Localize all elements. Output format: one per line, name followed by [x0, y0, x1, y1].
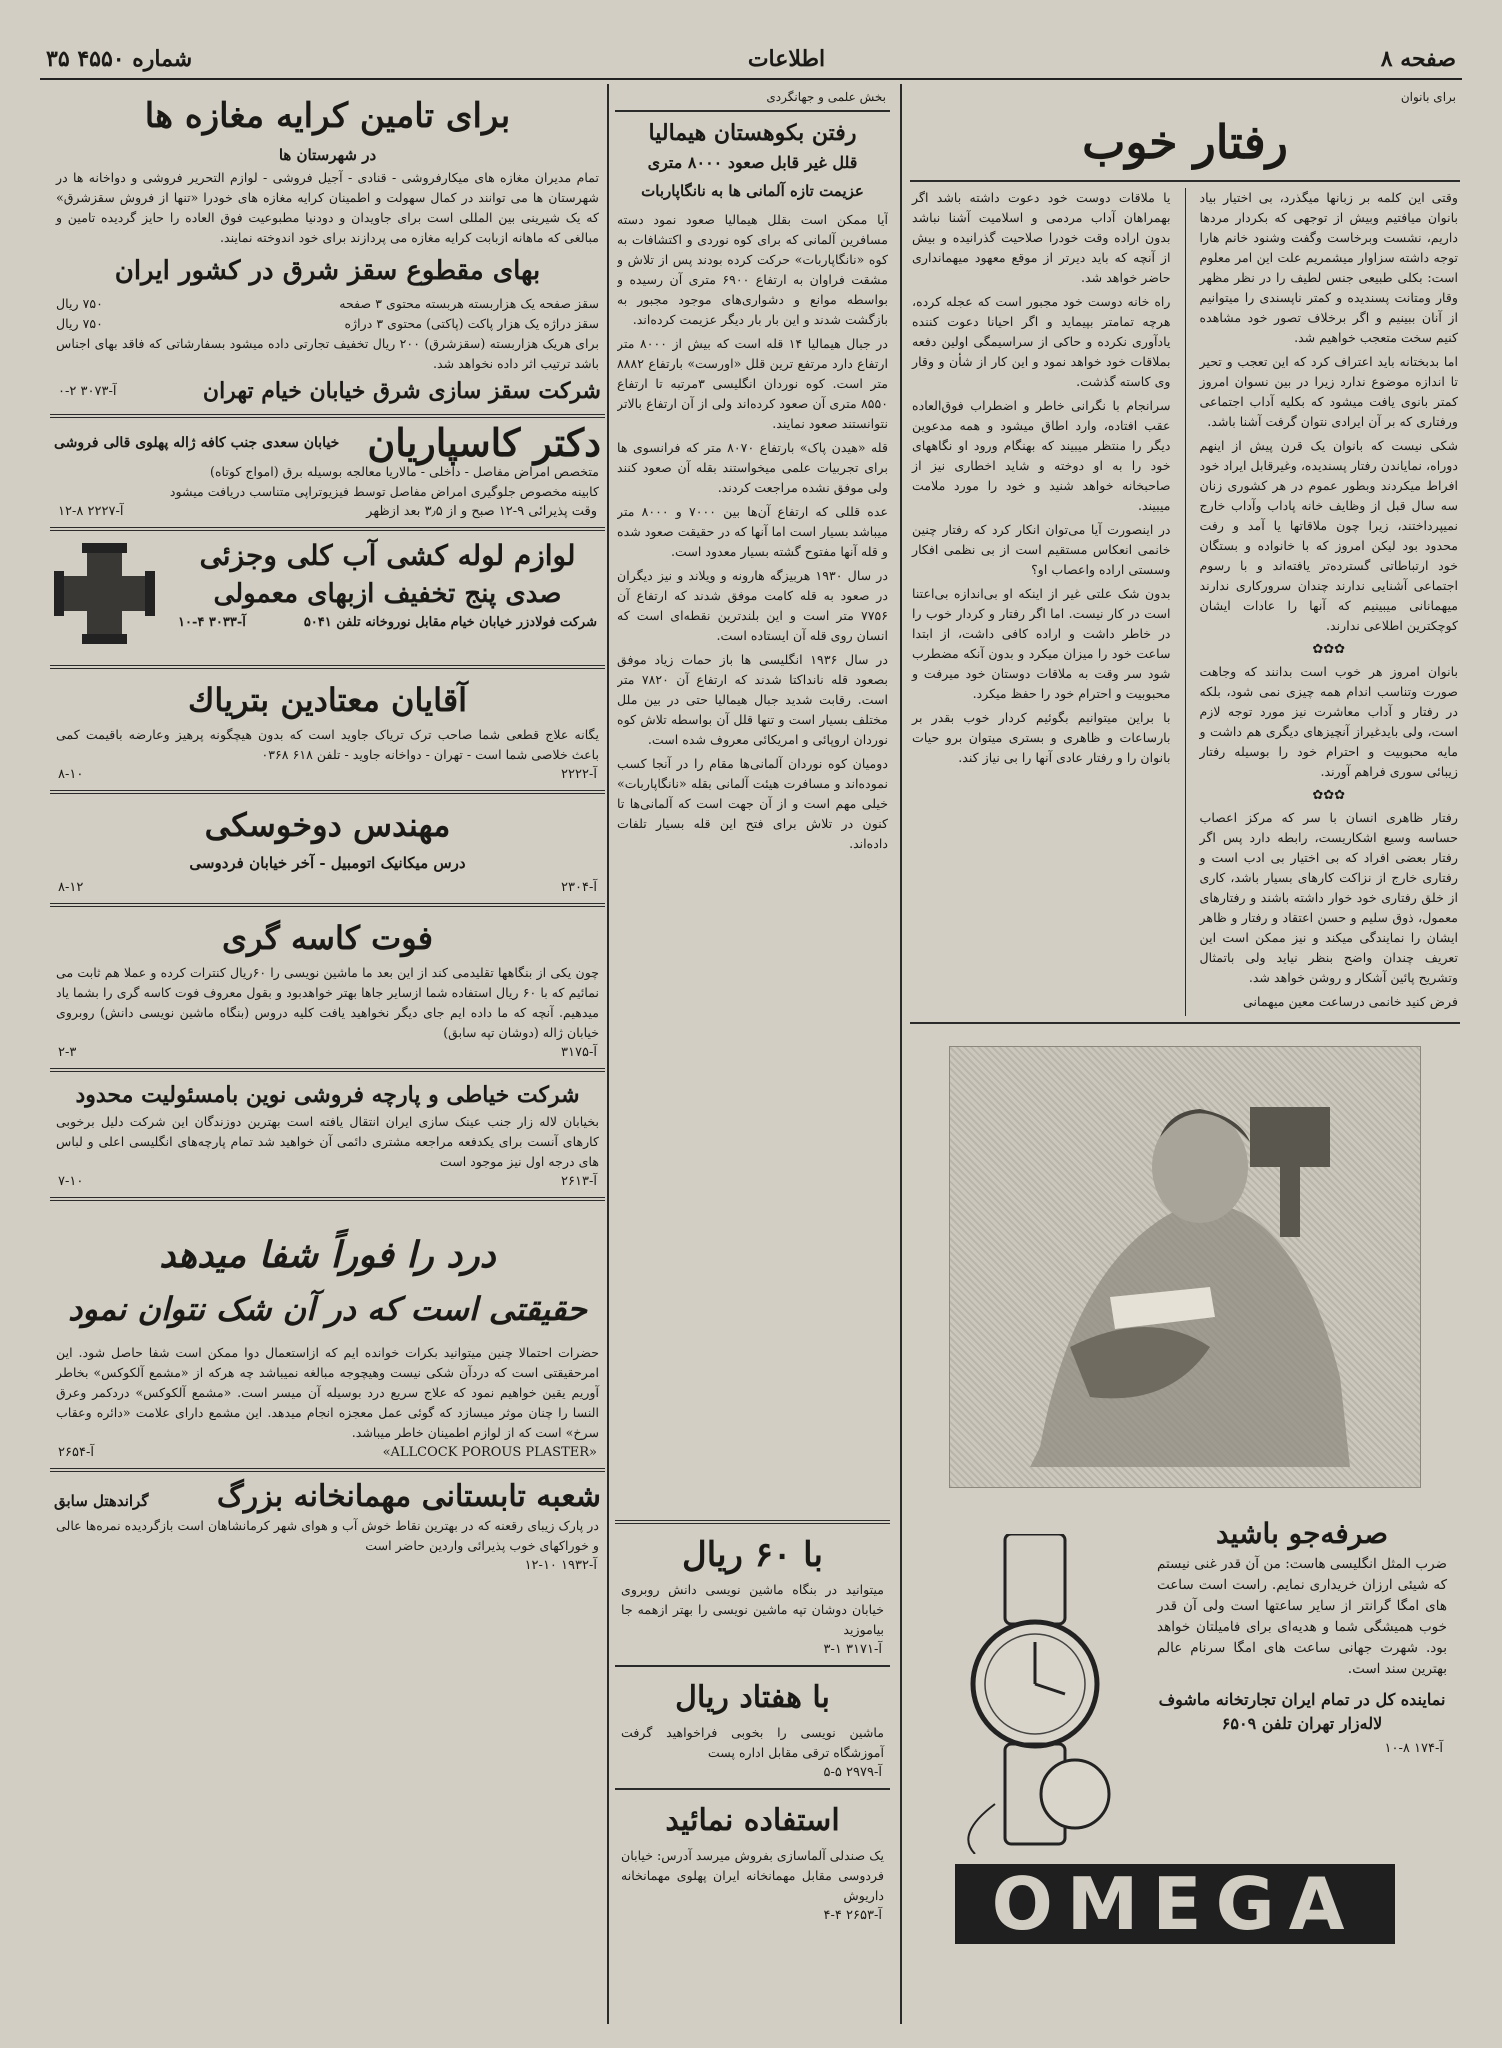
ad-allcock-plaster: درد را فوراً شفا میدهد حقیقتی است که در آن شک نتوان نمود حضرات احتمالا چنین میتوانید بکرات خوانده ایم که ازاستعمال دوا ممکن است شفا حاصل شود. این امرحقیقتی است که دردآن شکی نیست وهیچوجه مبالغه نمیباشد چه هرکه از «مشمع آلکوکس» بخاطر آوریم یقین خواهیم نمود که علاج سریع درد بوسیله آن میسر است. «مشمع آلکوکس» دردکمر وعرق النسا را چنان موثر میسازد که گوئی عمل معجزه انجام میدهد. این مشمع دارای علامت «دائره وعقاب سرخ» است که از لوازم اطمینان خاطر میباشد. «ALLCOCK POROUS PLASTER» آ-۲۶۵۴ — [56, 1234, 599, 1460]
paper-name: اطلاعات — [747, 46, 826, 72]
omega-copy — [1157, 1514, 1447, 1761]
section-label: بخش علمی و جهانگردی — [766, 90, 886, 104]
article-column-left: یا ملاقات دوست خود دعوت داشته باشد اگر بهمراهان آداب مردمی و اسلامیت آشنا نباشد بدون اراده وقت خودرا صلاحیت گذرانیده و بیش از آنچه که باید دیرتر از موقع معهود میهمانداری حاضر خواهد شد. راه خانه دوست خود مجبور است که عجله کرده، هرچه تمامتر بپیماید و اگر احیانا دعوت کننده یادآوری نکرده و حاکی از سراسیمگی اولین دفعه بملاقات خود خواهد نمود و این کار از شأن و وقار وی کاسته گذشت. سرانجام با نگرانی خاطر و اضطراب فوق‌العاده عقب افتاده، وارد اطاق میشود و همه مدعوین دیگر را منتظر میبیند که بهنگام ورود او نگاههای خود را به او دوخته و شاید اخطاری نیز از صاحبخانه خواهد شنید و خود را مورد ملامت میبیند. در اینصورت آیا می‌توان انکار کرد که رفتار چنین خانمی انعکاس مستقیم است از بی نظمی افکار وسستی اراده واعصاب او؟ بدون شک علتی غیر از اینکه او بی‌اندازه بی‌اعتنا است در کار نیست. اما اگر رفتار و کردار خوب را در خاطر داشت و اراده کافی داشت، از ابتدا ساعت خود را میزان میکرد و بدون آنکه مضطرب شود سر وقت به ملاقات دوستان خود میرفت و محبوبیت و احترام خود را حفظ میکرد. با براین میتوانیم بگوئیم کردار خوب بقدر بر بارساعات و ظاهری و بستری میتوان برو حیات بانوان را و رفتار عادی آنها را بی نیاز کند. — [912, 190, 1171, 765]
article-body — [910, 188, 1460, 1016]
ad-plumbing: لوازم لوله کشی آب کلی وجزئی صدی پنج تخفیف ازبهای معمولی شرکت فولادزر خیابان خیام مقابل نوروخانه تلفن ۵۰۴۱ آ-۳۰۳۳ ۴-۱۰ — [50, 531, 605, 665]
omega-ref: آ-۱۷۴ ۸-۱۰ — [1384, 1741, 1443, 1756]
ad-chair-sale: استفاده نمائید یک صندلی آلماسازی بفروش میرسد آدرس: خیابان فردوسی مقابل مهمانخانه ایران پهلوی مهمانخانه داریوش آ-۲۶۵۳ ۴-۴ — [621, 1803, 884, 1923]
column-divider — [900, 84, 902, 2024]
column-divider — [607, 84, 609, 2024]
ad-typing-70: با هفتاد ریال ماشین نویسی را بخوبی فراخواهید گرفت آموزشگاه ترقی مقابل اداره پست آ-۲۹۷۹ ۵-۵ — [621, 1680, 884, 1780]
article-body: آیا ممکن است بقلل هیمالیا صعود نمود دسته مسافرین آلمانی که برای کوه نوردی و اکتشافات به کوه «نانگاپاربات» حرکت کرده بودند پس از تلاش و مشقت فراوان به ارتفاع ۶۹۰۰ متری آن رسیده و بواسطه موانع و دشواری‌های موجود مجبور به بازگشت شدند و این بار بار دیگر عزیمت کرده‌اند. در جبال هیمالیا ۱۴ قله است که بیش از ۸۰۰۰ متر ارتفاع دارد مرتفع ترین قلل «اورست» بارتفاع ۸۸۸۲ متر است. کوه نوردان انگلیسی ۳مرتبه تا ارتفاع ۸۵۵۰ متری آن صعود کرده‌اند ولی از آن ارتفاع بالاتر نتوانستند صعود نمایند. قله «هیدن پاک» بارتفاع ۸۰۷۰ متر که فرانسوی ها برای تجربیات علمی میخواستند بقله آن صعود کنند ولی موفق نشده مراجعت کردند. عده قللی که ارتفاع آن‌ها بین ۷۰۰۰ و ۸۰۰۰ متر میباشد بسیار است اما آنها که در حقیقت صعود شده و قله آنها مفتوح گشته بسیار معدود است. در سال ۱۹۳۰ هربیزگه هارونه و ویلاند و نیز دیگران در صعود به قله کامت موفق شدند که ارتفاع آن ۷۷۵۶ متر است و این بلندترین نقطه‌ای است که انسان روی قله آن ایستاده است. در سال ۱۹۳۶ انگلیسی ها باز حمات زیاد موفق بصعود قله نانداکتا شدند که ارتفاع آن ۷۸۲۰ متر است. رقابت شدید جبال هیمالیا حتی در بین ملل مختلف بسیار است و تنها قلل آن بواسطه تلاش کوه نوردان اروپائی و امریکائی معروف شده است. دومیان کوه نوردان آلمانی‌ها مقام را در آنجا کسب نموده‌اند و مسافرت هیئت آلمانی بقله «نانگاپاربات» خیلی مهم است و از آن جهت است که آلمانی‌ها تا کنون در تلاش برای فتح این قله بسیار تلفات داده‌اند. — [617, 212, 888, 851]
ad-dr-kasparian: دکتر کاسپاریان خیابان سعدی جنب کافه ژاله پهلوی قالی فروشی متخصص امراض مفاصل - داخلی - مالاریا معالجه بوسیله برق (امواج کوتاه) کابینه مخصوص جلوگیری امراض مفاصل توسط فیزیوتراپی متناسب دریافت میشود وقت پذیرائی ۹-۱۲ صبح و از ۳٫۵ بعد ازظهر آ-۲۲۲۷ ۸-۱۲ — [54, 420, 601, 519]
column-ads — [50, 84, 605, 1581]
ad-shop-rent: برای تامین کرایه مغازه ها در شهرستان ها تمام مدیران مغازه های میکارفروشی - قنادی - آجیل فروشی - لوازم التحریر فروشی و دواخانه ها در شهرستان ها می توانند در کمال سهولت و اطمینان کرایه مغازه های خودرا «تنها از فروش سقزشرق» که یک شیرینی بین المللی است برای جاویدان و دودنیا مطبوعیت فوق العاده را حایز گردیده تامین و مبالغی که ماهانه ازبابت کرایه مغازه می پردازند برای خود اندوخته نمایند. بهای مقطوع سقز شرق در کشور ایران سقز صفحه یک هزاربسته هربسته محتوی ۳ صفحه ۷۵۰ ریال سقز دراژه یک هزار پاکت (پاکتی) محتوی ۳ دراژه ۷۵۰ ریال برای هریک هزاربسته (سقزشرق) ۲۰۰ ریال تخفیف تجارتی داده میشود بسفارشاتی که فاقد بهای اجناس باشد ترتیب اثر داده نخواهد شد. شرکت سقز سازی شرق خیابان خیام تهران آ-۳۰۷۳ ۲-۰ — [56, 96, 601, 404]
article-subtitle: عزیمت تازه آلمانی ها به نانگاپاربات — [641, 182, 864, 200]
illustration-woman-reading — [949, 1046, 1421, 1488]
pipe-fitting-icon — [52, 541, 157, 646]
ad-engineer-dukhovski: مهندس دوخوسکی درس میکانیک اتومبیل - آخر خیابان فردوسی آ-۲۳۰۴ ۸-۱۲ — [58, 806, 597, 895]
section-label: برای بانوان — [1400, 90, 1456, 104]
omega-advertisement — [915, 1514, 1455, 1954]
article-title: رفتار خوب — [1082, 115, 1288, 169]
watch-icon — [935, 1534, 1145, 1854]
omega-body: ضرب المثل انگلیسی هاست: من آن قدر غنی نیستم که شیئی ارزان خریداری نمایم. راست است ساعت های امگا گرانتر از سایر ساعتها است ولی آن قدر خوب همیشگی شما و هدیه‌ای برای فامیلتان خواهد بود. شهرت جهانی ساعت های امگا سرنام عالم بهترین سند است. — [1157, 1556, 1447, 1677]
ad-opium-cure: آقایان معتادین بتریاك یگانه علاج قطعی شما صاحب ترک تریاک جاوید است که بدون هیچگونه پرهیز وعارضه باقیمت کمی باعث خلاصی شما است - تهران - دواخانه جاوید - تلفن ۶۱۸ ۰۳۶۸ آ-۲۲۲۲ ۸-۱۰ — [56, 681, 599, 782]
ad-hotel: شعبه تابستانی مهمانخانه بزرگ گراندهتل سابق در پارک زیبای رقعنه که در بهترین نقاط خوش آب و هوای شهر کرمانشاهان است بازگردیده نمره‌ها عالی و خوراکهای خوب پذیرائی واردین حاضر است آ-۱۹۳۲ ۱۰-۱۲ — [54, 1479, 601, 1573]
ad-tailoring: شرکت خیاطی و پارچه فروشی نوین بامسئولیت محدود بخیابان لاله زار جنب عینک سازی ایران انتقال یافته است بهترین دوزندگان این شرکت دلیل برخوبی کارهای آنست برای یکدفعه مراجعه مشتری دائمی آن خواهید شد تمام پارچه‌های انگلیسی اعلی و لباس های درجه اول نیز موجود است آ-۲۶۱۳ ۷-۱۰ — [56, 1082, 599, 1189]
column-science — [615, 84, 890, 1931]
article-column-right: وقتی این کلمه بر زبانها میگذرد، بی اختیار بیاد بانوان میافتیم وبیش از توجهی که بکردار مردها داریم، نشست وبرخاست وگفت وشنود خانم هارا توجه داشته سزاوار میشمریم علت این امر معلوم است: بکلی طبیعی جنس لطیف را در نظر مظهر وقار ومتانت پسندیده و کمتر ناپسندی را میتوانیم از آنان ببینیم و اگر برخلاف تصور خود مشاهده کنیم سخت متعجب خواهیم شد. اما بدبختانه باید اعتراف کرد که این تعجب و تحیر تا اندازه موضوع ندارد زیرا در بین نسوان امروز کمتر بانوی یافت میشود که بکلیه آداب اجتماعی ورفتاری که بر آن ایرادی نتوان گرفت آشنا باشد. شکی نیست که بانوان یک قرن پیش از اینهم دوراه، نمایاندن رفتار پسندیده، وغیرقابل ایراد خود افراط میکردند وبطور عموم در هر کشوری زنان سه سال قبل از وظایف خانه پاداب وآداب خارج نمیپرداختند، زیرا چون ملاقاتها یا آمد و رفت محدود بود لیکن امروز که با خانواده و بستگان خود ارتباطاتی گسترده‌تر یافته‌اند و با رسوم اجتماعی آشنایی ندارند چندان سرورکاری ندارند میهمانانی میبینیم که آنها را عادات ایشان کوچکترین اطلاعی ندارند. ✿✿✿ بانوان امروز هر خوب است بدانند که وجاهت صورت وتناسب اندام همه چیزی نمی شود، بلکه در رفتار و آداب معاشرت نیز مورد توجه لازم است، ولی بایدغیراز آنچیزهای دیگری هم داشت و مایه محبوبیت و احترام خود را بوسیله رفتار زیبائی سوری فراهم آورند. ✿✿✿ رفتار ظاهری انسان با سر که مرکز اعصاب حساسه وسیع اشکاریست، رابطه دارد پس اگر رفتار بعضی افراد که بی اختیار بی ادب است و رفتاری خارج از نزاکت کارهای بسیار باشد، کاری از خلق رفتاری خود خوار داشته باشند و رفتارهای معمول، ذوق سلیم و حسن اعتقاد و رفتار و ظاهر ایشان را نمایندگی میکند و نیز ممکن است این تعریف چندان واضح بنظر نیاید ولی باتمثال وتشریح پائین آشکار و روشن خواهد شد. فرض کنید خانمی درساعت معین میهمانی — [1199, 188, 1458, 1016]
article-title: رفتن بکوهستان هیمالیا — [648, 120, 857, 146]
issue-number: شماره ۴۵۵۰ ۳۵ — [46, 46, 193, 72]
omega-agent: نماینده کل در تمام ایران تجارتخانه ماشوف لاله‌زار تهران تلفن ۶۵۰۹ — [1158, 1690, 1446, 1733]
column-women — [910, 84, 1460, 1954]
ad-typing-60: با ۶۰ ریال میتوانید در بنگاه ماشین نویسی دانش روبروی خیابان دوشان تپه ماشین نویسی را بهتر ازهمه جا بیاموزید آ-۳۱۷۱ ۱-۳ — [621, 1535, 884, 1657]
page-number: صفحه ۸ — [1380, 46, 1456, 72]
masthead — [40, 40, 1462, 80]
omega-title: صرفه‌جو باشید — [1215, 1517, 1389, 1550]
article-credit: فرض کنید خانمی درساعت معین میهمانی — [1243, 994, 1458, 1009]
ad-trade-secret: فوت کاسه گری چون یکی از بنگاهها تقلیدمی کند از این بعد ما ماشین نویسی را ۶۰ریال کنترات کرده و عملا هم ثابت می نمائیم که با ۶۰ ریال استفاده شما ازسایر جاها بهتر خواهدبود و بقول معروف فوت کاسه گری را بشما یاد میدهیم. آنچه که ما داده ایم جای دیگر نخواهید یافت کلیه دروس (بنگاه ماشین نویسی دانش) روبروی خیابان ژاله (دوشان تپه سابق) آ-۳۱۷۵ ۲-۳ — [56, 919, 599, 1060]
omega-logo: OMEGA — [955, 1864, 1395, 1944]
article-subtitle: قلل غیر قابل صعود ۸۰۰۰ متری — [647, 153, 858, 172]
